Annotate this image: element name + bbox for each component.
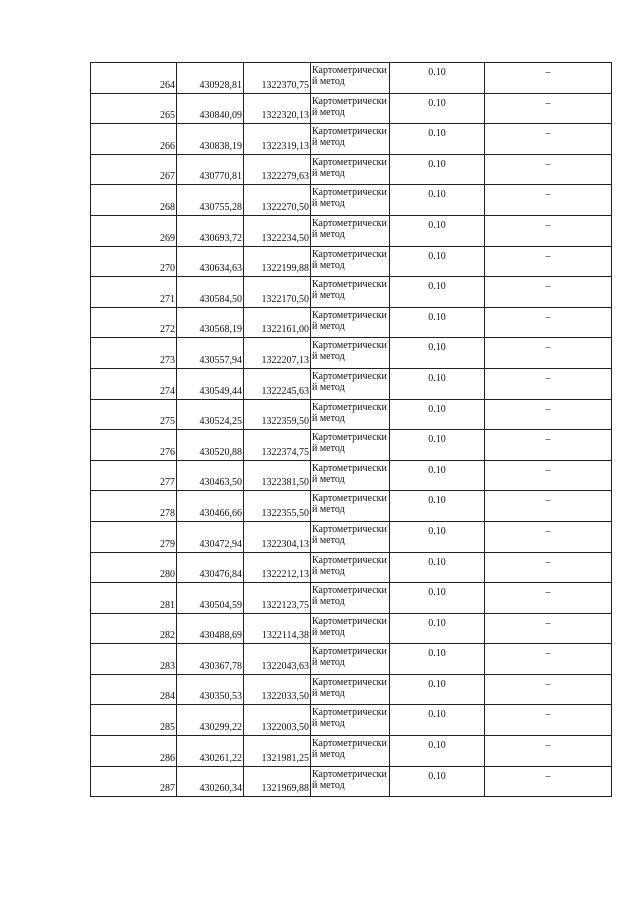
table-row <box>91 185 612 216</box>
point-number-cell: 282 <box>91 613 177 644</box>
precision-cell: 0.10 <box>390 705 485 736</box>
x-coordinate-cell: 430350,53 <box>177 674 244 705</box>
x-coordinate-cell: 430755,28 <box>177 185 244 216</box>
note-cell: – <box>485 185 612 216</box>
precision-cell: 0.10 <box>390 644 485 675</box>
x-coordinate-cell: 430504,59 <box>177 583 244 614</box>
point-number-cell: 278 <box>91 491 177 522</box>
point-number-cell: 274 <box>91 368 177 399</box>
method-cell: Картометрический метод <box>311 736 390 767</box>
precision-cell: 0.10 <box>390 154 485 185</box>
y-coordinate-cell: 1322381,50 <box>244 460 311 491</box>
y-coordinate-cell: 1322374,75 <box>244 430 311 461</box>
note-cell: – <box>485 124 612 155</box>
precision-cell: 0.10 <box>390 674 485 705</box>
y-coordinate-cell: 1322279,63 <box>244 154 311 185</box>
x-coordinate-cell: 430476,84 <box>177 552 244 583</box>
table-row <box>91 766 612 797</box>
note-cell: – <box>485 552 612 583</box>
method-cell: Картометрический метод <box>311 215 390 246</box>
method-cell: Картометрический метод <box>311 613 390 644</box>
y-coordinate-cell: 1322359,50 <box>244 399 311 430</box>
point-number-cell: 284 <box>91 674 177 705</box>
precision-cell: 0.10 <box>390 368 485 399</box>
method-cell: Картометрический метод <box>311 521 390 552</box>
point-number-cell: 270 <box>91 246 177 277</box>
x-coordinate-cell: 430260,34 <box>177 766 244 797</box>
method-cell: Картометрический метод <box>311 63 390 94</box>
table-row <box>91 215 612 246</box>
table-row <box>91 307 612 338</box>
method-cell: Картометрический метод <box>311 246 390 277</box>
point-number-cell: 276 <box>91 430 177 461</box>
table-row <box>91 277 612 308</box>
table-row <box>91 124 612 155</box>
method-cell: Картометрический метод <box>311 430 390 461</box>
x-coordinate-cell: 430584,50 <box>177 277 244 308</box>
note-cell: – <box>485 736 612 767</box>
coordinates-table-body <box>91 63 612 797</box>
table-row <box>91 368 612 399</box>
note-cell: – <box>485 491 612 522</box>
x-coordinate-cell: 430568,19 <box>177 307 244 338</box>
note-cell: – <box>485 613 612 644</box>
precision-cell: 0.10 <box>390 613 485 644</box>
method-cell: Картометрический метод <box>311 644 390 675</box>
precision-cell: 0.10 <box>390 93 485 124</box>
note-cell: – <box>485 644 612 675</box>
x-coordinate-cell: 430557,94 <box>177 338 244 369</box>
table-row <box>91 338 612 369</box>
precision-cell: 0.10 <box>390 736 485 767</box>
note-cell: – <box>485 460 612 491</box>
method-cell: Картометрический метод <box>311 185 390 216</box>
table-row <box>91 246 612 277</box>
point-number-cell: 265 <box>91 93 177 124</box>
y-coordinate-cell: 1321981,25 <box>244 736 311 767</box>
note-cell: – <box>485 430 612 461</box>
precision-cell: 0.10 <box>390 521 485 552</box>
point-number-cell: 273 <box>91 338 177 369</box>
method-cell: Картометрический метод <box>311 552 390 583</box>
precision-cell: 0.10 <box>390 215 485 246</box>
point-number-cell: 287 <box>91 766 177 797</box>
y-coordinate-cell: 1322319,13 <box>244 124 311 155</box>
y-coordinate-cell: 1322370,75 <box>244 63 311 94</box>
method-cell: Картометрический метод <box>311 368 390 399</box>
note-cell: – <box>485 674 612 705</box>
note-cell: – <box>485 583 612 614</box>
table-row <box>91 460 612 491</box>
point-number-cell: 279 <box>91 521 177 552</box>
table-row <box>91 154 612 185</box>
note-cell: – <box>485 154 612 185</box>
x-coordinate-cell: 430693,72 <box>177 215 244 246</box>
point-number-cell: 275 <box>91 399 177 430</box>
method-cell: Картометрический метод <box>311 766 390 797</box>
y-coordinate-cell: 1322234,50 <box>244 215 311 246</box>
point-number-cell: 281 <box>91 583 177 614</box>
table-row <box>91 644 612 675</box>
x-coordinate-cell: 430488,69 <box>177 613 244 644</box>
x-coordinate-cell: 430520,88 <box>177 430 244 461</box>
method-cell: Картометрический метод <box>311 491 390 522</box>
x-coordinate-cell: 430299,22 <box>177 705 244 736</box>
coordinates-table <box>90 62 612 797</box>
precision-cell: 0.10 <box>390 460 485 491</box>
y-coordinate-cell: 1322355,50 <box>244 491 311 522</box>
note-cell: – <box>485 63 612 94</box>
point-number-cell: 285 <box>91 705 177 736</box>
point-number-cell: 268 <box>91 185 177 216</box>
y-coordinate-cell: 1322212,13 <box>244 552 311 583</box>
point-number-cell: 266 <box>91 124 177 155</box>
x-coordinate-cell: 430928,81 <box>177 63 244 94</box>
y-coordinate-cell: 1322043,63 <box>244 644 311 675</box>
table-row <box>91 63 612 94</box>
table-row <box>91 399 612 430</box>
precision-cell: 0.10 <box>390 63 485 94</box>
method-cell: Картометрический метод <box>311 124 390 155</box>
y-coordinate-cell: 1322114,38 <box>244 613 311 644</box>
point-number-cell: 269 <box>91 215 177 246</box>
precision-cell: 0.10 <box>390 552 485 583</box>
note-cell: – <box>485 521 612 552</box>
method-cell: Картометрический метод <box>311 154 390 185</box>
precision-cell: 0.10 <box>390 277 485 308</box>
x-coordinate-cell: 430367,78 <box>177 644 244 675</box>
method-cell: Картометрический метод <box>311 277 390 308</box>
x-coordinate-cell: 430261,22 <box>177 736 244 767</box>
precision-cell: 0.10 <box>390 246 485 277</box>
y-coordinate-cell: 1321969,88 <box>244 766 311 797</box>
precision-cell: 0.10 <box>390 491 485 522</box>
table-row <box>91 613 612 644</box>
note-cell: – <box>485 705 612 736</box>
y-coordinate-cell: 1322123,75 <box>244 583 311 614</box>
y-coordinate-cell: 1322033,50 <box>244 674 311 705</box>
y-coordinate-cell: 1322320,13 <box>244 93 311 124</box>
method-cell: Картометрический метод <box>311 705 390 736</box>
point-number-cell: 272 <box>91 307 177 338</box>
x-coordinate-cell: 430463,50 <box>177 460 244 491</box>
table-row <box>91 552 612 583</box>
table-row <box>91 736 612 767</box>
method-cell: Картометрический метод <box>311 674 390 705</box>
method-cell: Картометрический метод <box>311 307 390 338</box>
method-cell: Картометрический метод <box>311 399 390 430</box>
x-coordinate-cell: 430466,66 <box>177 491 244 522</box>
x-coordinate-cell: 430770,81 <box>177 154 244 185</box>
note-cell: – <box>485 338 612 369</box>
precision-cell: 0.10 <box>390 124 485 155</box>
table-row <box>91 430 612 461</box>
point-number-cell: 283 <box>91 644 177 675</box>
precision-cell: 0.10 <box>390 583 485 614</box>
point-number-cell: 267 <box>91 154 177 185</box>
x-coordinate-cell: 430838,19 <box>177 124 244 155</box>
precision-cell: 0.10 <box>390 766 485 797</box>
point-number-cell: 264 <box>91 63 177 94</box>
x-coordinate-cell: 430472,94 <box>177 521 244 552</box>
note-cell: – <box>485 368 612 399</box>
note-cell: – <box>485 399 612 430</box>
table-row <box>91 674 612 705</box>
x-coordinate-cell: 430840,09 <box>177 93 244 124</box>
y-coordinate-cell: 1322161,00 <box>244 307 311 338</box>
method-cell: Картометрический метод <box>311 583 390 614</box>
table-row <box>91 521 612 552</box>
note-cell: – <box>485 766 612 797</box>
precision-cell: 0.10 <box>390 185 485 216</box>
note-cell: – <box>485 93 612 124</box>
point-number-cell: 277 <box>91 460 177 491</box>
note-cell: – <box>485 307 612 338</box>
y-coordinate-cell: 1322003,50 <box>244 705 311 736</box>
y-coordinate-cell: 1322199,88 <box>244 246 311 277</box>
method-cell: Картометрический метод <box>311 338 390 369</box>
point-number-cell: 280 <box>91 552 177 583</box>
y-coordinate-cell: 1322170,50 <box>244 277 311 308</box>
note-cell: – <box>485 277 612 308</box>
method-cell: Картометрический метод <box>311 93 390 124</box>
table-row <box>91 491 612 522</box>
precision-cell: 0.10 <box>390 307 485 338</box>
table-row <box>91 583 612 614</box>
y-coordinate-cell: 1322245,63 <box>244 368 311 399</box>
point-number-cell: 271 <box>91 277 177 308</box>
y-coordinate-cell: 1322304,13 <box>244 521 311 552</box>
table-row <box>91 705 612 736</box>
table-row <box>91 93 612 124</box>
note-cell: – <box>485 215 612 246</box>
point-number-cell: 286 <box>91 736 177 767</box>
x-coordinate-cell: 430549,44 <box>177 368 244 399</box>
precision-cell: 0.10 <box>390 399 485 430</box>
method-cell: Картометрический метод <box>311 460 390 491</box>
x-coordinate-cell: 430634,63 <box>177 246 244 277</box>
precision-cell: 0.10 <box>390 338 485 369</box>
x-coordinate-cell: 430524,25 <box>177 399 244 430</box>
note-cell: – <box>485 246 612 277</box>
y-coordinate-cell: 1322270,50 <box>244 185 311 216</box>
precision-cell: 0.10 <box>390 430 485 461</box>
y-coordinate-cell: 1322207,13 <box>244 338 311 369</box>
